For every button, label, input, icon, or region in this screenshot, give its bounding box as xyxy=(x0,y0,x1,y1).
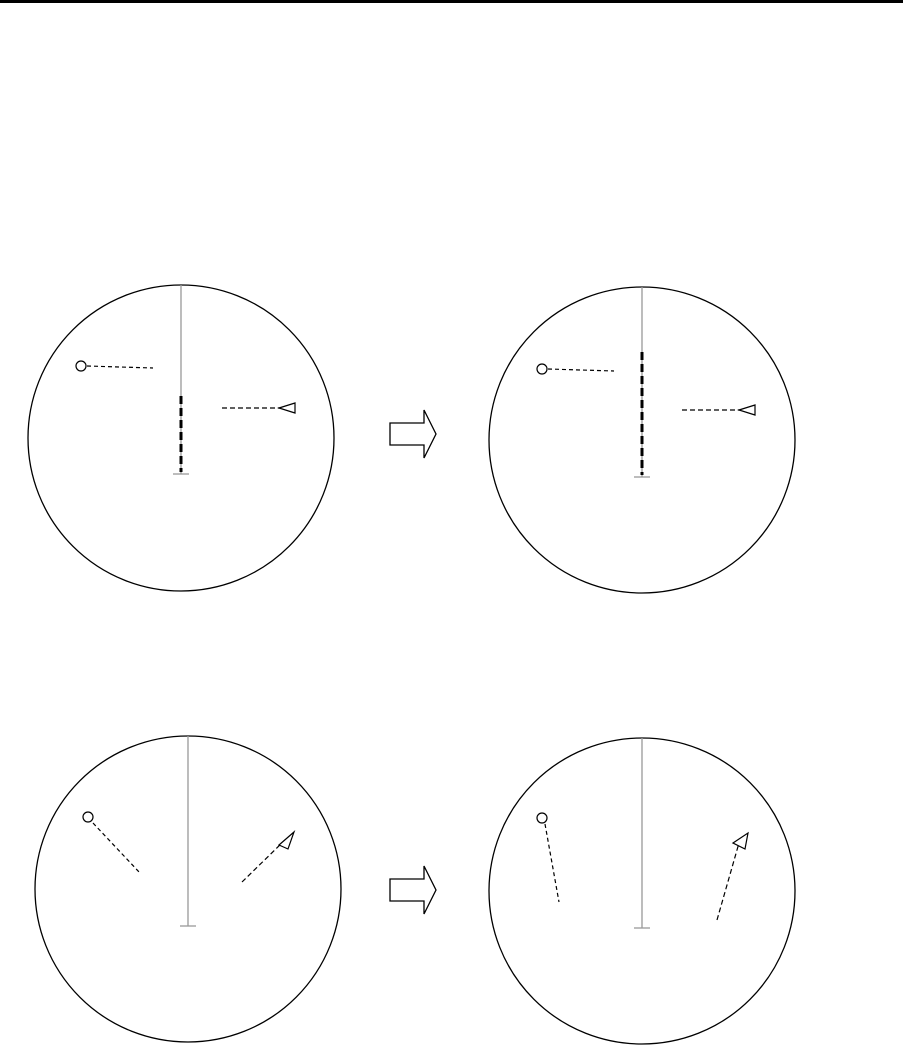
radar-panel-top-left xyxy=(28,285,334,591)
circle-motion-vector xyxy=(548,369,614,371)
circle-motion-vector xyxy=(87,366,153,368)
own-ship-circle-marker xyxy=(537,364,547,374)
radar-panel-bottom-left xyxy=(35,736,341,1042)
target-triangle-marker xyxy=(279,832,294,849)
circle-motion-vector xyxy=(93,823,140,873)
transition-arrow-top xyxy=(390,410,436,458)
own-ship-circle-marker xyxy=(76,361,86,371)
own-ship-circle-marker xyxy=(537,813,547,823)
own-ship-circle-marker xyxy=(83,812,93,822)
circle-motion-vector xyxy=(545,824,559,902)
radar-panel-top-right xyxy=(489,287,795,593)
target-triangle-marker xyxy=(733,833,748,849)
transition-arrow-bottom xyxy=(390,866,436,914)
right-arrow-icon xyxy=(390,866,436,914)
target-triangle-marker xyxy=(739,405,755,415)
triangle-motion-vector xyxy=(242,842,283,882)
right-arrow-icon xyxy=(390,410,436,458)
target-triangle-marker xyxy=(279,403,295,413)
triangle-motion-vector xyxy=(717,843,739,920)
radar-panel-bottom-right xyxy=(489,738,795,1044)
